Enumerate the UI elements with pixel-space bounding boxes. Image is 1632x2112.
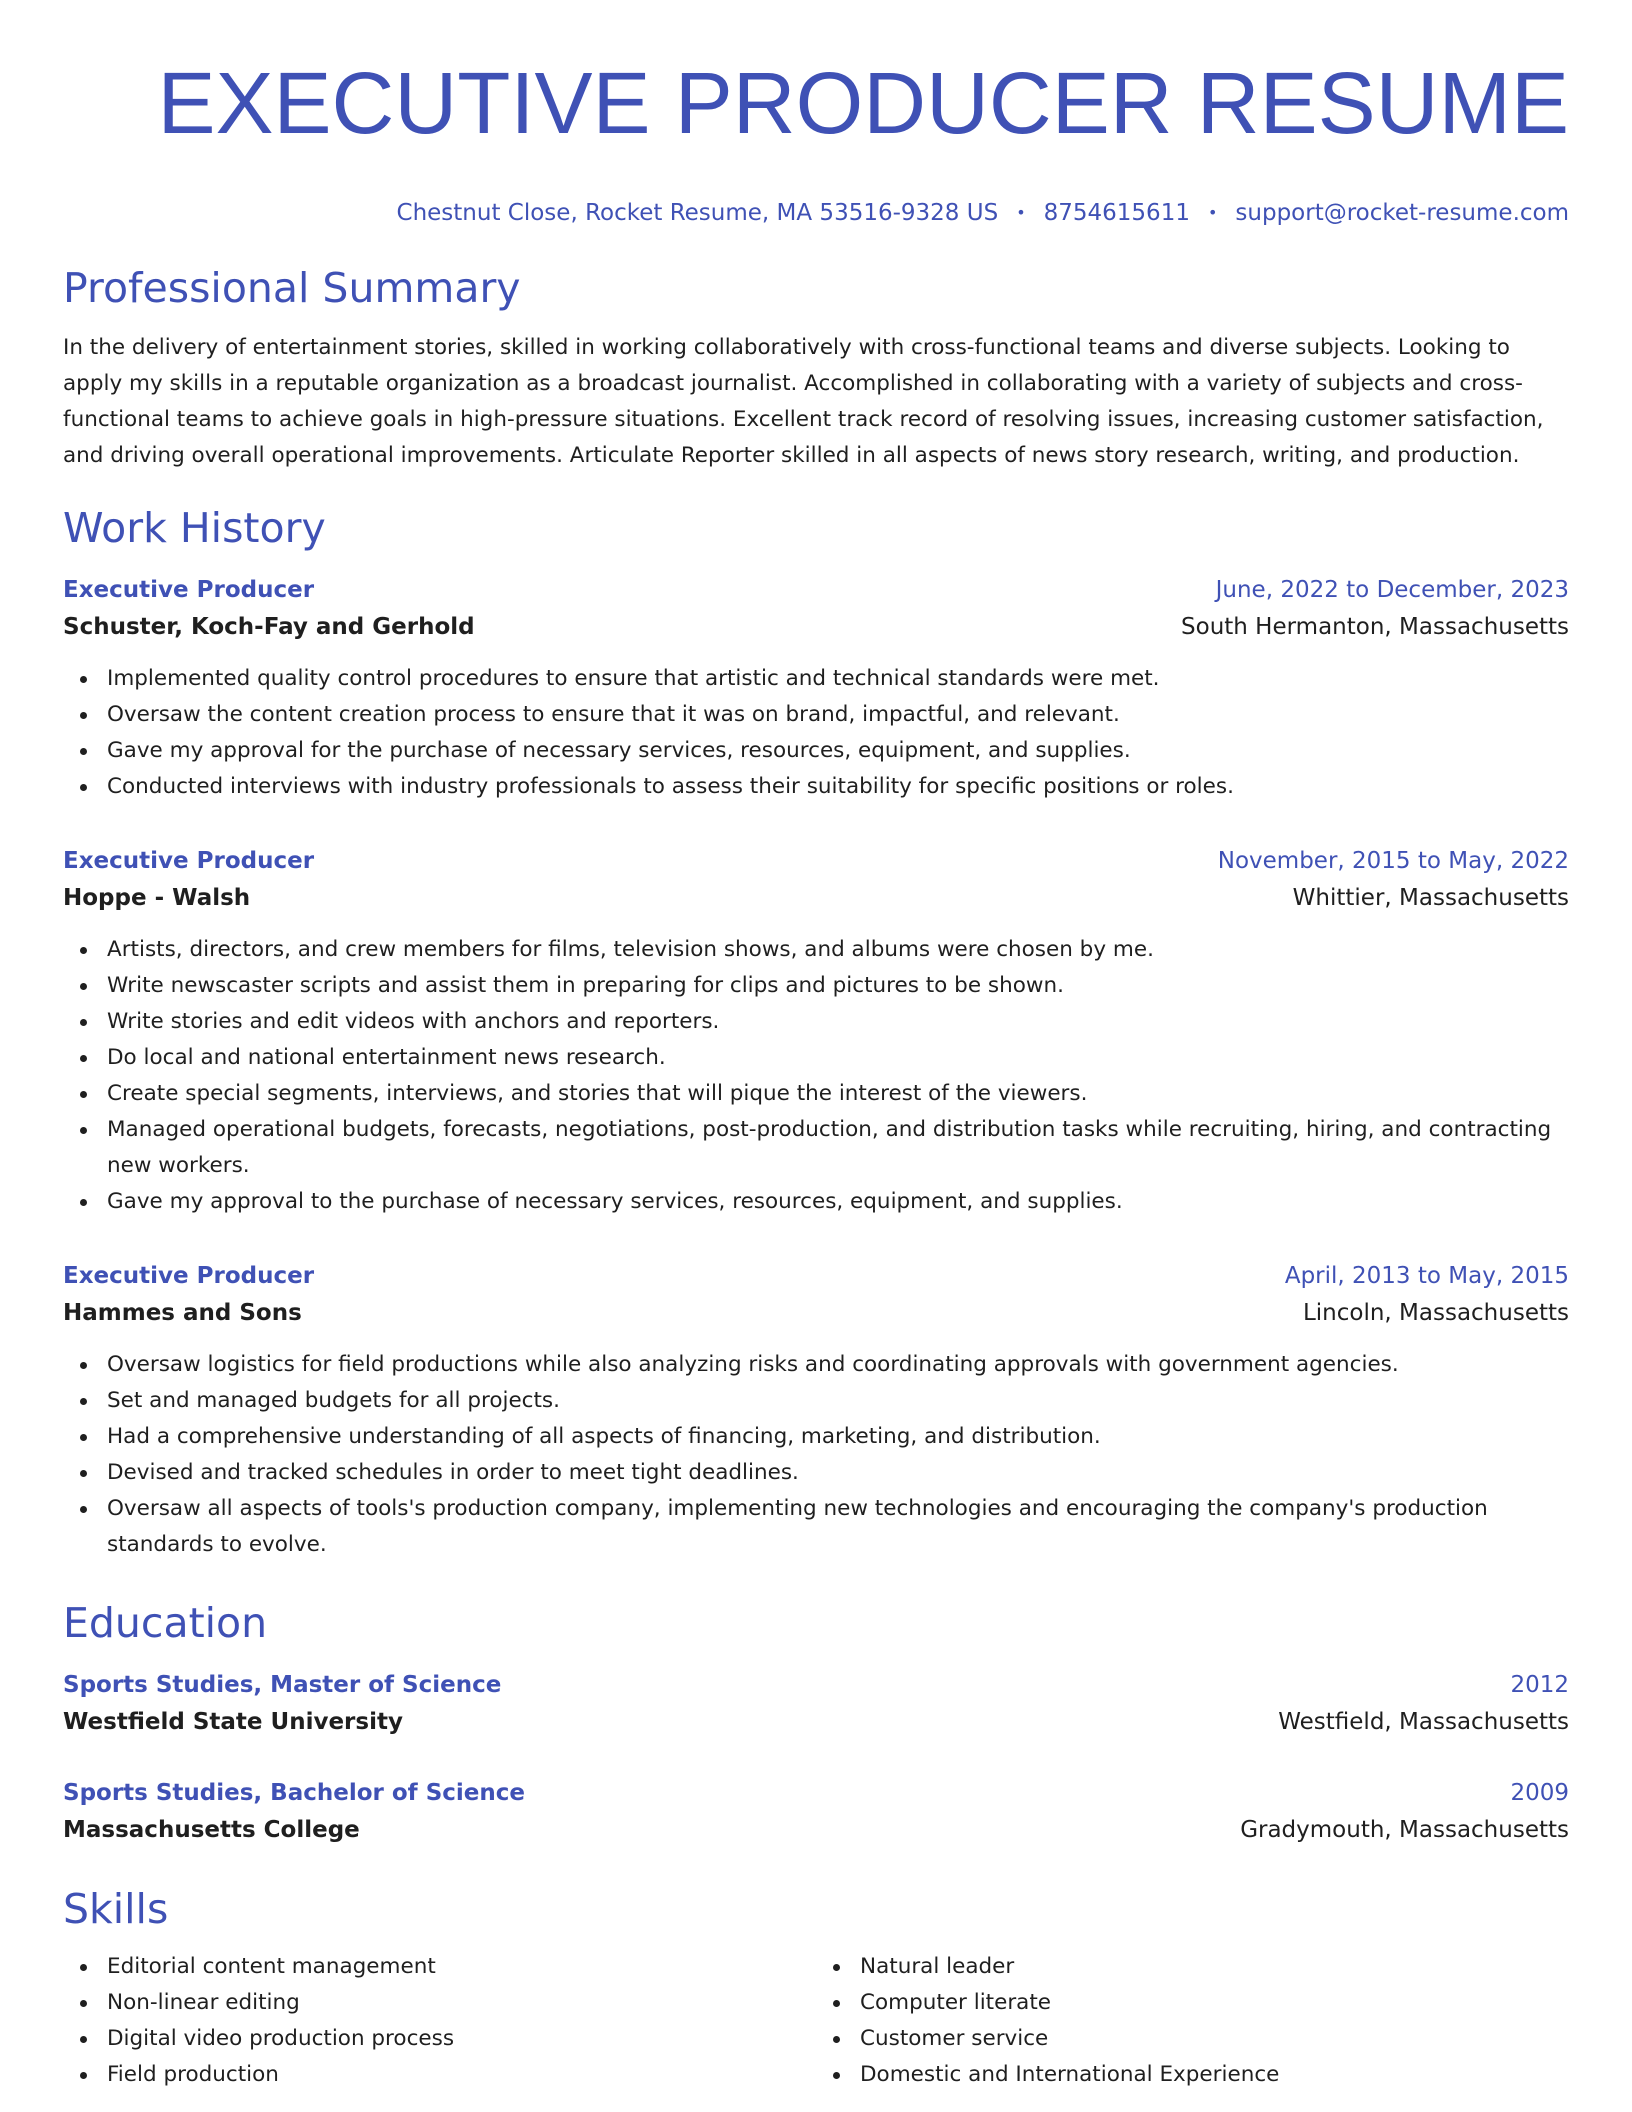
- job-location: South Hermanton, Massachusetts: [1181, 614, 1569, 640]
- skills-list: [816, 1949, 1569, 2093]
- contact-separator: •: [1016, 203, 1026, 222]
- resume-header: [63, 0, 1569, 228]
- job-duties: [63, 1347, 1569, 1563]
- skill-item: Non-linear editing: [63, 1985, 816, 2021]
- job-role: Executive Producer: [63, 848, 315, 874]
- job-duties: [63, 661, 1569, 805]
- skills-heading: Skills: [63, 1885, 169, 1933]
- skill-item: Digital video production process: [63, 2021, 816, 2057]
- job-entry: [63, 843, 1569, 1220]
- contact-address: Chestnut Close, Rocket Resume, MA 53516-9328 US: [396, 200, 999, 226]
- resume-title: EXECUTIVE PRODUCER RESUME: [157, 55, 1569, 152]
- education-degree: Sports Studies, Master of Science: [63, 1672, 502, 1698]
- contact-separator: •: [1207, 203, 1218, 222]
- skill-item: Domestic and International Experience: [816, 2057, 1569, 2093]
- job-location: Lincoln, Massachusetts: [1302, 1300, 1569, 1326]
- contact-email[interactable]: support@rocket-resume.com: [1235, 200, 1569, 226]
- skills-section: [63, 1883, 1569, 2093]
- job-employer: Hoppe - Walsh: [63, 885, 251, 911]
- job-dates: June, 2022 to December, 2023: [1215, 577, 1569, 603]
- job-duty: Create special segments, interviews, and stories that will pique the interest of the viewers.: [63, 1076, 1569, 1112]
- job-duty: Oversaw logistics for field productions while also analyzing risks and coordinating approvals with government agencies.: [63, 1347, 1569, 1383]
- skills-grid: [63, 1949, 1569, 2093]
- skills-column-right: [816, 1949, 1569, 2093]
- job-duty: Write stories and edit videos with anchors and reporters.: [63, 1004, 1569, 1040]
- skill-item: Editorial content management: [63, 1949, 816, 1985]
- skills-list: [63, 1949, 816, 2093]
- job-duties: [63, 932, 1569, 1220]
- job-duty: Conducted interviews with industry professionals to assess their suitability for specific positions or roles.: [63, 769, 1569, 805]
- contact-line: [63, 198, 1569, 228]
- job-duty: Gave my approval for the purchase of necessary services, resources, equipment, and supplies.: [63, 733, 1569, 769]
- education-degree: Sports Studies, Bachelor of Science: [63, 1780, 525, 1806]
- job-duty: Had a comprehensive understanding of all aspects of financing, marketing, and distribution.: [63, 1419, 1569, 1455]
- job-entry: [63, 1258, 1569, 1563]
- education-entry: [63, 1775, 1569, 1849]
- job-duty: Oversaw the content creation process to ensure that it was on brand, impactful, and relevant.: [63, 697, 1569, 733]
- job-dates: November, 2015 to May, 2022: [1217, 848, 1569, 874]
- summary-section: [63, 262, 1569, 474]
- education-heading: Education: [63, 1599, 268, 1647]
- work-history-heading: Work History: [63, 504, 326, 552]
- job-location: Whittier, Massachusetts: [1292, 885, 1569, 911]
- education-location: Gradymouth, Massachusetts: [1240, 1817, 1569, 1843]
- education-section: [63, 1597, 1569, 1849]
- summary-heading: Professional Summary: [63, 264, 521, 312]
- job-role: Executive Producer: [63, 1263, 315, 1289]
- contact-phone[interactable]: 8754615611: [1043, 200, 1190, 226]
- job-duty: Set and managed budgets for all projects.: [63, 1383, 1569, 1419]
- work-history-section: [63, 502, 1569, 1563]
- summary-text: In the delivery of entertainment stories, skilled in working collaboratively with cross-functional teams and diverse subjects. Looking to apply my skills in a reputable organization as a broadcast journalist. Accomplished in collaborating with a variety of subjects and cross-functional teams to achieve goals in high-pressure situations. Excellent track record of resolving issues, increasing customer satisfaction, and driving overall operational improvements. Articulate Reporter skilled in all aspects of news story research, writing, and production.: [63, 335, 1544, 468]
- education-school: Westfield State University: [63, 1709, 403, 1735]
- skills-column-left: [63, 1949, 816, 2093]
- education-year: 2009: [1510, 1780, 1569, 1806]
- job-entry: [63, 572, 1569, 805]
- education-school: Massachusetts College: [63, 1817, 360, 1843]
- education-location: Westfield, Massachusetts: [1278, 1709, 1569, 1735]
- job-duty: Gave my approval to the purchase of necessary services, resources, equipment, and supplies.: [63, 1184, 1569, 1220]
- education-year: 2012: [1510, 1672, 1569, 1698]
- job-duty: Implemented quality control procedures to ensure that artistic and technical standards were met.: [63, 661, 1569, 697]
- job-employer: Schuster, Koch-Fay and Gerhold: [63, 614, 475, 640]
- skill-item: Computer literate: [816, 1985, 1569, 2021]
- job-employer: Hammes and Sons: [63, 1300, 302, 1326]
- job-dates: April, 2013 to May, 2015: [1284, 1263, 1569, 1289]
- job-duty: Oversaw all aspects of tools's production company, implementing new technologies and encouraging the company's production standards to evolve.: [63, 1491, 1569, 1563]
- job-duty: Devised and tracked schedules in order to meet tight deadlines.: [63, 1455, 1569, 1491]
- skill-item: Field production: [63, 2057, 816, 2093]
- job-role: Executive Producer: [63, 577, 315, 603]
- job-duty: Artists, directors, and crew members for films, television shows, and albums were chosen by me.: [63, 932, 1569, 968]
- job-duty: Do local and national entertainment news research.: [63, 1040, 1569, 1076]
- skill-item: Natural leader: [816, 1949, 1569, 1985]
- job-duty: Write newscaster scripts and assist them in preparing for clips and pictures to be shown.: [63, 968, 1569, 1004]
- education-entry: [63, 1667, 1569, 1741]
- skill-item: Customer service: [816, 2021, 1569, 2057]
- job-duty: Managed operational budgets, forecasts, negotiations, post-production, and distribution tasks while recruiting, hiring, and contracting new workers.: [63, 1112, 1569, 1184]
